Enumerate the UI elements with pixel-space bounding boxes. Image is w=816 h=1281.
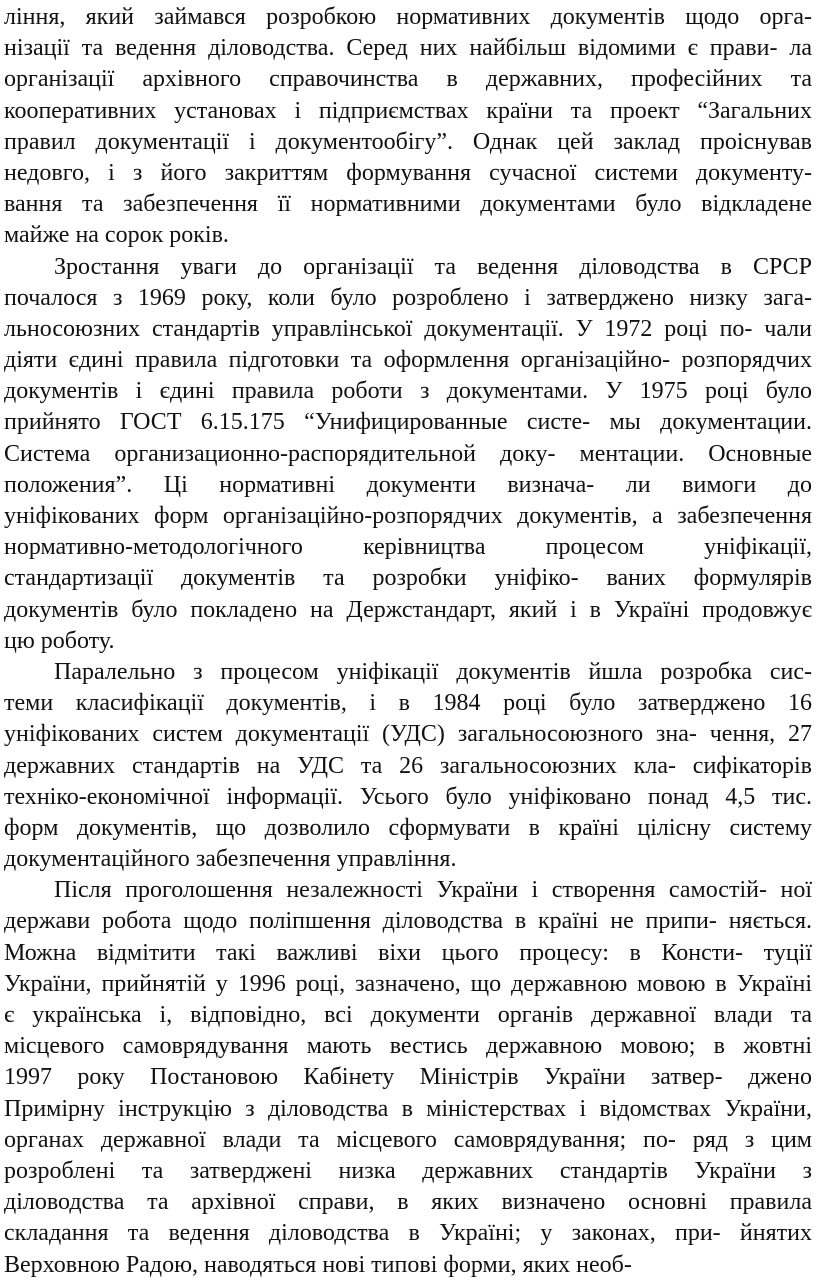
text-line: держави робота щодо поліпшення діловодства в країні не припи- няється. <box>4 908 812 935</box>
text-line: правил документації і документообігу”. Однак цей заклад проіснував <box>4 128 812 155</box>
text-line: уніфікованих систем документації (УДС) загальносоюзного зна- чення, 27 <box>4 721 812 748</box>
text-line: Можна відмітити такі важливі віхи цього процесу: в Консти- туції <box>4 939 812 966</box>
text-line: місцевого самоврядування мають вестись державною мовою; в жовтні <box>4 1033 812 1060</box>
text-line: прийнято ГОСТ 6.15.175 “Унифицированные систе- мы документации. <box>4 409 812 436</box>
text-line: державних стандартів на УДС та 26 загальносоюзних кла- сифікаторів <box>4 752 812 779</box>
text-line: кооперативних установах і підприємствах країни та проект “Загальних <box>4 97 812 124</box>
text-line: є українська і, відповідно, всі документи органів державної влади та <box>4 1002 812 1028</box>
text-line: органах державної влади та місцевого самоврядування; по- ряд з цим <box>4 1126 812 1153</box>
text-line: майже на сорок років. <box>4 222 229 249</box>
text-line: стандартизації документів та розробки уніфіко- ваних формулярів <box>4 565 812 592</box>
text-line: льносоюзних стандартів управлінської документації. У 1972 році по- чали <box>4 315 812 342</box>
text-line: документів і єдині правила роботи з документами. У 1975 році було <box>4 378 812 405</box>
text-line: вання та забезпечення її нормативними документами було відкладене <box>4 191 812 218</box>
text-line: Система организационно-распорядительной доку- ментации. Основные <box>4 440 812 467</box>
text-line: ління, який займався розробкою нормативних документів щодо орга- <box>4 4 812 30</box>
paragraph-4 <box>4 875 812 1280</box>
paragraph-3 <box>4 657 812 875</box>
text-line: України, прийнятій у 1996 році, зазначено, що державною мовою в Україні <box>4 970 812 997</box>
paragraph-2 <box>4 252 812 657</box>
text-line: цю роботу. <box>4 627 115 654</box>
text-line: Паралельно з процесом уніфікації документів йшла розробка сис- <box>54 658 812 685</box>
text-line: теми класифікації документів, і в 1984 році було затверджено 16 <box>4 690 812 717</box>
text-line: Верховною Радою, наводяться нові типові форми, яких необ- <box>4 1251 632 1278</box>
text-line: форм документів, що дозволило сформувати в країні цілісну систему <box>4 814 812 841</box>
text-line: почалося з 1969 року, коли було розроблено і затверджено низку зага- <box>4 284 812 311</box>
text-line: Примірну інструкцію з діловодства в міністерствах і відомствах України, <box>4 1095 812 1122</box>
text-line: 1997 року Постановою Кабінету Міністрів України затвер- джено <box>4 1064 812 1091</box>
text-line: нормативно-методологічного керівництва процесом уніфікації, <box>4 534 812 561</box>
text-line: організації архівного справочинства в державних, професійних та <box>4 66 812 93</box>
text-line: Зростання уваги до організації та ведення діловодства в СРСР <box>54 253 812 280</box>
text-line: недовго, і з його закриттям формування сучасної системи документу- <box>4 159 812 186</box>
text-line: розроблені та затверджені низка державних стандартів України з <box>4 1157 812 1184</box>
paragraph-1 <box>4 2 812 252</box>
text-line: документів було покладено на Держстандарт, який і в Україні продовжує <box>4 596 812 623</box>
text-line: нізації та ведення діловодства. Серед них найбільш відомими є прави- ла <box>4 35 812 62</box>
text-line: Після проголошення незалежності України і створення самостій- ної <box>54 877 812 904</box>
text-line: уніфікованих форм організаційно-розпорядчих документів, а забезпечення <box>4 503 812 529</box>
text-line: діяти єдині правила підготовки та оформлення організаційно- розпорядчих <box>4 347 812 374</box>
text-line: документаційного забезпечення управління. <box>4 846 457 873</box>
text-line: техніко-економічної інформації. Усього було уніфіковано понад 4,5 тис. <box>4 783 812 810</box>
text-line: положения”. Ці нормативні документи визнача- ли вимоги до <box>4 471 812 498</box>
text-line: складання та ведення діловодства в Україні; у законах, при- йнятих <box>4 1220 812 1247</box>
text-line: діловодства та архівної справи, в яких визначено основні правила <box>4 1189 812 1216</box>
